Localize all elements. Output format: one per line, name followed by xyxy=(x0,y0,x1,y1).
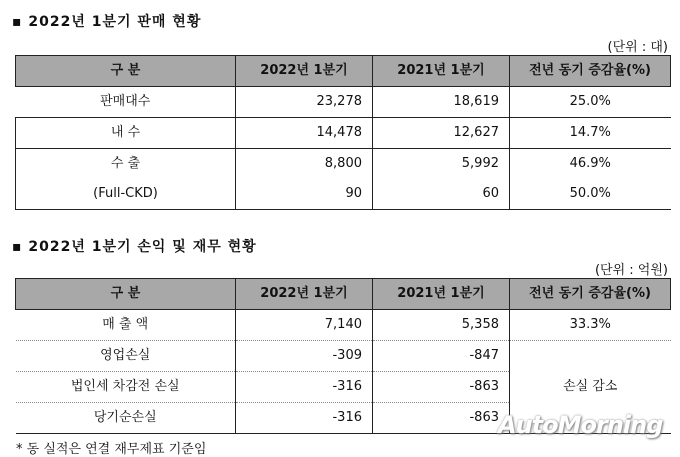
table-row xyxy=(16,118,671,149)
value-yoy: 33.3% xyxy=(510,310,671,341)
value-2022: -316 xyxy=(236,372,373,403)
value-2022: 23,278 xyxy=(236,87,373,118)
row-label: 수 출 xyxy=(16,149,236,180)
value-2021: 12,627 xyxy=(373,118,510,149)
header-2022q1: 2022년 1분기 xyxy=(236,56,373,87)
value-2022: 7,140 xyxy=(236,310,373,341)
value-2022: 90 xyxy=(236,179,373,210)
row-label: 영업손실 xyxy=(16,341,236,372)
row-label: 판매대수 xyxy=(16,87,236,118)
watermark-logo: AutoMorning xyxy=(498,411,663,439)
value-2021: 18,619 xyxy=(373,87,510,118)
value-2021: -863 xyxy=(373,403,510,434)
sales-table xyxy=(15,55,671,210)
value-2022: -309 xyxy=(236,341,373,372)
value-yoy: 14.7% xyxy=(510,118,671,149)
header-yoy: 전년 동기 증감율(%) xyxy=(510,279,671,310)
value-2022: 14,478 xyxy=(236,118,373,149)
header-category: 구 분 xyxy=(16,279,236,310)
table-row xyxy=(16,149,671,180)
section1-title: ▪ 2022년 1분기 판매 현황 xyxy=(12,14,202,30)
section1-unit: (단위 : 대) xyxy=(607,40,668,55)
value-yoy: 25.0% xyxy=(510,87,671,118)
table-row xyxy=(16,179,671,210)
value-yoy: 46.9% xyxy=(510,149,671,180)
pnl-header-row xyxy=(16,279,671,310)
footnote: * 동 실적은 연결 재무제표 기준임 xyxy=(16,442,207,457)
header-2022q1: 2022년 1분기 xyxy=(236,279,373,310)
sales-header-row xyxy=(16,56,671,87)
value-2021: -847 xyxy=(373,341,510,372)
section2-unit: (단위 : 억원) xyxy=(594,263,668,278)
value-2022: 8,800 xyxy=(236,149,373,180)
section2-title: ▪ 2022년 1분기 손익 및 재무 현황 xyxy=(12,239,257,255)
value-2021: -863 xyxy=(373,372,510,403)
table-row xyxy=(16,87,671,118)
row-label: 당기순손실 xyxy=(16,403,236,434)
value-yoy: 50.0% xyxy=(510,179,671,210)
value-2021: 5,992 xyxy=(373,149,510,180)
row-label: 법인세 차감전 손실 xyxy=(16,372,236,403)
header-yoy: 전년 동기 증감율(%) xyxy=(510,56,671,87)
table-row xyxy=(16,341,671,372)
value-2022: -316 xyxy=(236,403,373,434)
table-row xyxy=(16,310,671,341)
row-label: 내 수 xyxy=(16,118,236,149)
header-category: 구 분 xyxy=(16,56,236,87)
row-label: 매 출 액 xyxy=(16,310,236,341)
value-2021: 60 xyxy=(373,179,510,210)
header-2021q1: 2021년 1분기 xyxy=(373,56,510,87)
value-2021: 5,358 xyxy=(373,310,510,341)
header-2021q1: 2021년 1분기 xyxy=(373,279,510,310)
merged-note: 손실 감소 xyxy=(510,341,671,434)
row-label: (Full-CKD) xyxy=(16,179,236,210)
